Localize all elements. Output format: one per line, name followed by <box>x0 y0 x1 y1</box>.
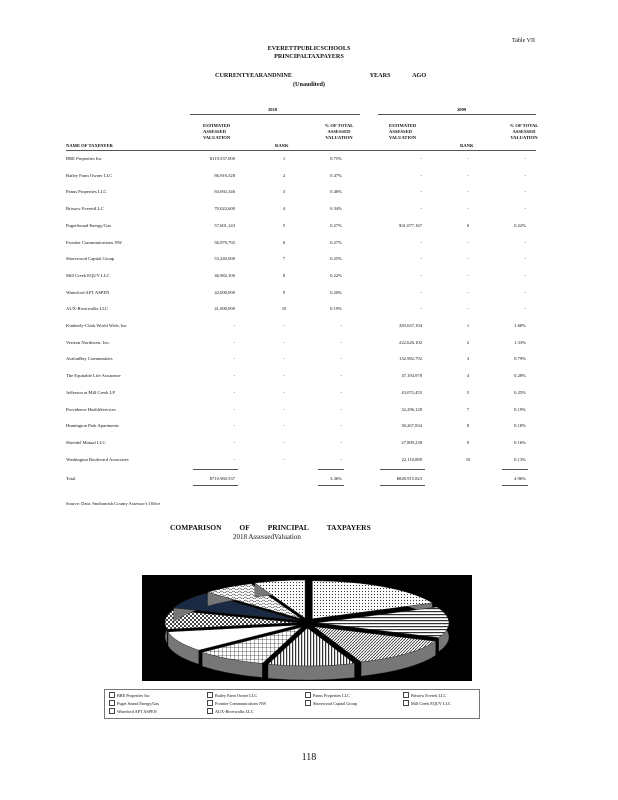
legend-label: Mill Creek EQUV LLC <box>411 701 451 706</box>
assessed-value-prior: 27,809,238 <box>401 439 422 445</box>
rank-current: - <box>283 456 285 462</box>
legend-swatch <box>109 692 115 698</box>
title-district: EVERETTPUBLICSCHOOLS <box>267 45 351 52</box>
table-row <box>0 407 618 414</box>
pct-prior: 0.22% <box>514 222 526 228</box>
rank-current: - <box>283 389 285 395</box>
taxpayer-name: AUX-Riverwalks LLC <box>66 306 109 312</box>
assessed-value-current: - <box>233 456 235 462</box>
chart-title-part: COMPARISON <box>170 523 222 532</box>
taxpayer-name: BRE Properties Inc <box>66 156 102 161</box>
pct-prior: - <box>524 239 526 245</box>
rank-current: - <box>283 423 285 429</box>
year-rule <box>378 114 536 115</box>
assessed-value-prior: 22,110,889 <box>401 456 422 462</box>
pct-current: 0.27% <box>330 222 342 228</box>
legend-swatch <box>109 700 115 706</box>
title-period <box>215 72 432 80</box>
assessed-value-current: 84,692,346 <box>214 189 235 195</box>
assessed-value-current: 46,982,100 <box>214 272 235 278</box>
legend-swatch <box>305 692 311 698</box>
rank-current: 3 <box>282 189 286 195</box>
taxpayer-name: Bristow EverettLLC <box>66 206 104 212</box>
table-row <box>0 189 618 196</box>
header-pct-total: % OF TOTAL ASSESSED VALUATION <box>509 123 539 140</box>
pie-chart <box>142 575 472 681</box>
rank-current: - <box>283 356 285 362</box>
pct-prior: - <box>524 306 526 312</box>
title-period-part: AGO <box>412 72 427 79</box>
table-row <box>0 457 618 464</box>
taxpayer-name: Waterford APT ASPEN <box>66 289 110 295</box>
table-row <box>0 173 618 180</box>
pct-prior: - <box>524 256 526 262</box>
legend-item <box>403 700 451 706</box>
pct-prior: 0.25% <box>514 389 526 395</box>
title-report: PRINCIPALTAXPAYERS <box>274 53 344 60</box>
taxpayer-name: Washington Boulevard Associates <box>66 456 129 462</box>
pct-current: - <box>340 423 342 429</box>
rank-current: - <box>283 439 285 445</box>
total-label: Total <box>66 476 76 481</box>
assessed-value-current: 53,240,000 <box>214 256 235 262</box>
header-rule <box>66 150 536 151</box>
taxpayer-name: The Equitable Life Assurance <box>66 373 121 379</box>
pct-prior: - <box>524 156 526 161</box>
assessed-value-prior: 132,982,792 <box>399 356 422 362</box>
table-row <box>0 423 618 430</box>
pct-prior: - <box>524 189 526 195</box>
rank-current: - <box>283 339 285 345</box>
taxpayer-name: Huntington Park Apartments <box>66 423 119 429</box>
source-note: Source: Data: Snohomish County Assessor's Office <box>66 501 161 506</box>
taxpayer-name: Sheridel Mutual LLC <box>66 439 106 445</box>
pct-prior: 0.28% <box>514 373 526 379</box>
rank-prior: 6 <box>466 222 470 228</box>
table-row <box>0 223 618 230</box>
legend-swatch <box>403 692 409 698</box>
pct-current: 0.27% <box>330 239 342 245</box>
rank-prior: - <box>467 189 469 195</box>
assessed-value-current: $119,537,000 <box>209 156 235 161</box>
legend-item <box>109 700 159 706</box>
assessed-value-current: 41,000,000 <box>214 306 235 312</box>
rank-prior: - <box>467 206 469 212</box>
taxpayer-name: Providence HealthServices <box>66 406 116 412</box>
assessed-value-current: 56,970,792 <box>214 239 235 245</box>
rank-prior: 4 <box>466 373 470 379</box>
rank-current: 5 <box>282 222 286 228</box>
pct-prior: 0.16% <box>514 439 526 445</box>
rank-current: - <box>283 406 285 412</box>
total-rule <box>193 469 238 470</box>
rank-prior: - <box>467 256 469 262</box>
pct-prior: 1.33% <box>514 339 526 345</box>
total-double-rule <box>318 485 344 486</box>
legend-swatch <box>403 700 409 706</box>
table-row <box>0 156 618 163</box>
assessed-value-prior: 30,267,834 <box>401 423 422 429</box>
pct-prior: - <box>524 289 526 295</box>
legend-label: AUX-Riverwalks LLC <box>215 709 254 714</box>
rank-current: 2 <box>282 172 286 178</box>
title-period-part: CURRENTYEARANDNINE <box>215 72 293 79</box>
pct-current: 0.46% <box>330 189 342 195</box>
total-double-rule <box>502 485 528 486</box>
legend-label: Shorewood Capital Group <box>313 701 357 706</box>
legend-label: Puget Sound Energy/Gas <box>117 701 160 706</box>
total-pct-prior: 4.96% <box>514 476 526 481</box>
rank-prior: 5 <box>466 389 470 395</box>
total-rule <box>380 469 425 470</box>
table-label: Table VII <box>512 38 535 44</box>
total-pct-current: 3.36% <box>330 476 342 481</box>
table-row <box>0 273 618 280</box>
pct-prior: - <box>524 172 526 178</box>
title-period-part: YEARS <box>369 72 391 79</box>
legend-label: BRE Properties Inc <box>117 693 150 698</box>
legend-item <box>207 708 254 714</box>
rank-prior: 1 <box>466 323 470 328</box>
assessed-value-current: - <box>233 339 235 345</box>
pct-prior: 0.18% <box>514 423 526 429</box>
assessed-value-current: - <box>233 356 235 362</box>
total-value-prior: $840,915,823 <box>396 476 422 481</box>
pct-current: 0.25% <box>330 256 342 262</box>
rank-current: 4 <box>282 206 286 212</box>
table-row <box>0 240 618 247</box>
pct-current: 0.22% <box>330 272 342 278</box>
taxpayer-name: Frontier Communications NW <box>66 239 123 245</box>
rank-prior: - <box>467 272 469 278</box>
table-row <box>0 390 618 397</box>
legend-swatch <box>207 692 213 698</box>
assessed-value-prior: 222,626,102 <box>399 339 422 345</box>
taxpayer-name: Shorewood Capital Group <box>66 256 115 262</box>
rank-prior: - <box>467 239 469 245</box>
legend-item <box>305 700 357 706</box>
rank-prior: - <box>467 172 469 178</box>
legend-label: Panus Properties LLC <box>313 693 350 698</box>
header-pct-total: % OF TOTAL ASSESSED VALUATION <box>324 123 354 140</box>
rank-prior: 3 <box>466 356 470 362</box>
pct-current: 0.47% <box>330 172 342 178</box>
pct-current: - <box>340 339 342 345</box>
table-row <box>0 256 618 263</box>
legend-label: Frontier Communications NW <box>215 701 267 706</box>
pct-current: - <box>340 323 342 328</box>
chart-title <box>170 523 387 532</box>
table-row <box>0 356 618 363</box>
assessed-value-current: - <box>233 423 235 429</box>
chart-title-part: OF <box>239 523 250 532</box>
assessed-value-current: - <box>233 323 235 328</box>
legend-label: Bristow Everett LLC <box>411 693 447 698</box>
total-row <box>0 476 618 483</box>
assessed-value-prior: - <box>420 206 422 212</box>
rank-prior: - <box>467 306 469 312</box>
assessed-value-current: - <box>233 439 235 445</box>
table-row <box>0 306 618 313</box>
legend-swatch <box>109 708 115 714</box>
assessed-value-prior: - <box>420 306 422 312</box>
assessed-value-prior: 47,194,978 <box>401 373 422 379</box>
header-estimated-value: ESTIMATED ASSESSED VALUATION <box>389 123 417 140</box>
rank-current: 1 <box>282 156 286 161</box>
legend-item <box>207 692 257 698</box>
pct-prior: 0.79% <box>514 356 526 362</box>
rank-current: 6 <box>282 239 286 245</box>
table-row <box>0 440 618 447</box>
legend-swatch <box>207 700 213 706</box>
rank-prior: - <box>467 156 469 161</box>
legend-label: Bailey Farm Owner LLC <box>215 693 258 698</box>
assessed-value-prior: - <box>420 239 422 245</box>
rank-prior: 7 <box>466 406 470 412</box>
page-number: 118 <box>301 752 317 763</box>
assessed-value-prior: - <box>420 156 422 161</box>
header-estimated-value: ESTIMATED ASSESSED VALUATION <box>203 123 231 140</box>
legend-item <box>109 708 157 714</box>
total-rule <box>318 469 344 470</box>
assessed-value-prior: 43,072,455 <box>401 389 422 395</box>
pct-current: 0.75% <box>330 156 342 161</box>
header-rank: RANK <box>275 143 289 148</box>
legend-label: Waterford APT ASPEN <box>117 709 157 714</box>
assessed-value-current: - <box>233 406 235 412</box>
pct-current: - <box>340 406 342 412</box>
legend-item <box>403 692 446 698</box>
assessed-value-prior: - <box>420 189 422 195</box>
assessed-value-prior: - <box>420 272 422 278</box>
table-row <box>0 323 618 330</box>
taxpayer-name: Jefferson at Mill Creek LP <box>66 389 115 395</box>
taxpayer-name: Kimberly-Clark World Wide, Inc <box>66 323 127 328</box>
header-rank: RANK <box>460 143 474 148</box>
taxpayer-name: PugetSound Energy/Gas <box>66 222 111 228</box>
rank-prior: 9 <box>466 439 470 445</box>
pct-current: - <box>340 389 342 395</box>
pct-current: 0.34% <box>330 206 342 212</box>
pct-current: - <box>340 456 342 462</box>
rank-prior: 8 <box>466 423 470 429</box>
year-current: 2018 <box>268 107 278 112</box>
rank-prior: 10 <box>465 456 471 462</box>
table-row <box>0 340 618 347</box>
assessed-value-current: 86,916,328 <box>214 172 235 178</box>
year-rule <box>190 114 360 115</box>
pct-prior: - <box>524 206 526 212</box>
pct-current: - <box>340 356 342 362</box>
assessed-value-current: 57,601,143 <box>214 222 235 228</box>
pct-prior: - <box>524 272 526 278</box>
pct-current: 0.20% <box>330 289 342 295</box>
year-prior: 2009 <box>457 107 467 112</box>
rank-current: 8 <box>282 272 286 278</box>
taxpayer-name: Mill Creek EQUV LLC <box>66 272 110 278</box>
pct-current: 0.19% <box>330 306 342 312</box>
legend-swatch <box>305 700 311 706</box>
rank-prior: 2 <box>466 339 470 345</box>
assessed-value-prior: - <box>420 172 422 178</box>
assessed-value-prior: 283,637,194 <box>399 323 422 328</box>
total-value-current: $710,960,537 <box>209 476 235 481</box>
total-double-rule <box>193 485 238 486</box>
taxpayer-name: AvalonBay Communities <box>66 356 113 362</box>
chart-title-part: TAXPAYERS <box>326 523 371 532</box>
pie-chart-svg <box>142 575 472 681</box>
table-row <box>0 290 618 297</box>
table-row <box>0 373 618 380</box>
assessed-value-prior: $31,077,167 <box>399 222 422 228</box>
pct-prior: 0.13% <box>514 456 526 462</box>
taxpayer-name: Bailey Farm Owner LLC <box>66 172 113 178</box>
taxpayer-name: Panus Properties LLC <box>66 189 107 195</box>
assessed-value-current: 70,022,600 <box>214 206 235 212</box>
total-double-rule <box>380 485 425 486</box>
pct-prior: 0.19% <box>514 406 526 412</box>
rank-current: 10 <box>281 306 287 312</box>
chart-subtitle: 2018 AssessedValuation <box>233 533 301 541</box>
assessed-value-current: - <box>233 373 235 379</box>
pct-current: - <box>340 373 342 379</box>
header-name: NAME OF TAXPAYER <box>66 143 113 148</box>
taxpayer-name: Verizon Northwest, Inc. <box>66 339 110 345</box>
pct-current: - <box>340 439 342 445</box>
rank-prior: - <box>467 289 469 295</box>
legend-item <box>109 692 150 698</box>
assessed-value-prior: - <box>420 256 422 262</box>
chart-legend <box>104 689 480 719</box>
assessed-value-prior: 32,296,128 <box>401 406 422 412</box>
legend-item <box>207 700 266 706</box>
assessed-value-current: - <box>233 389 235 395</box>
legend-item <box>305 692 350 698</box>
table-row <box>0 206 618 213</box>
title-unaudited: (Unaudited) <box>293 81 325 88</box>
assessed-value-prior: - <box>420 289 422 295</box>
pct-prior: 1.68% <box>514 323 526 328</box>
assessed-value-current: 42,000,000 <box>214 289 235 295</box>
legend-swatch <box>207 708 213 714</box>
chart-title-part: PRINCIPAL <box>267 523 309 532</box>
total-rule <box>502 469 528 470</box>
rank-current: - <box>283 323 285 328</box>
rank-current: 7 <box>282 256 286 262</box>
rank-current: - <box>283 373 285 379</box>
rank-current: 9 <box>282 289 286 295</box>
